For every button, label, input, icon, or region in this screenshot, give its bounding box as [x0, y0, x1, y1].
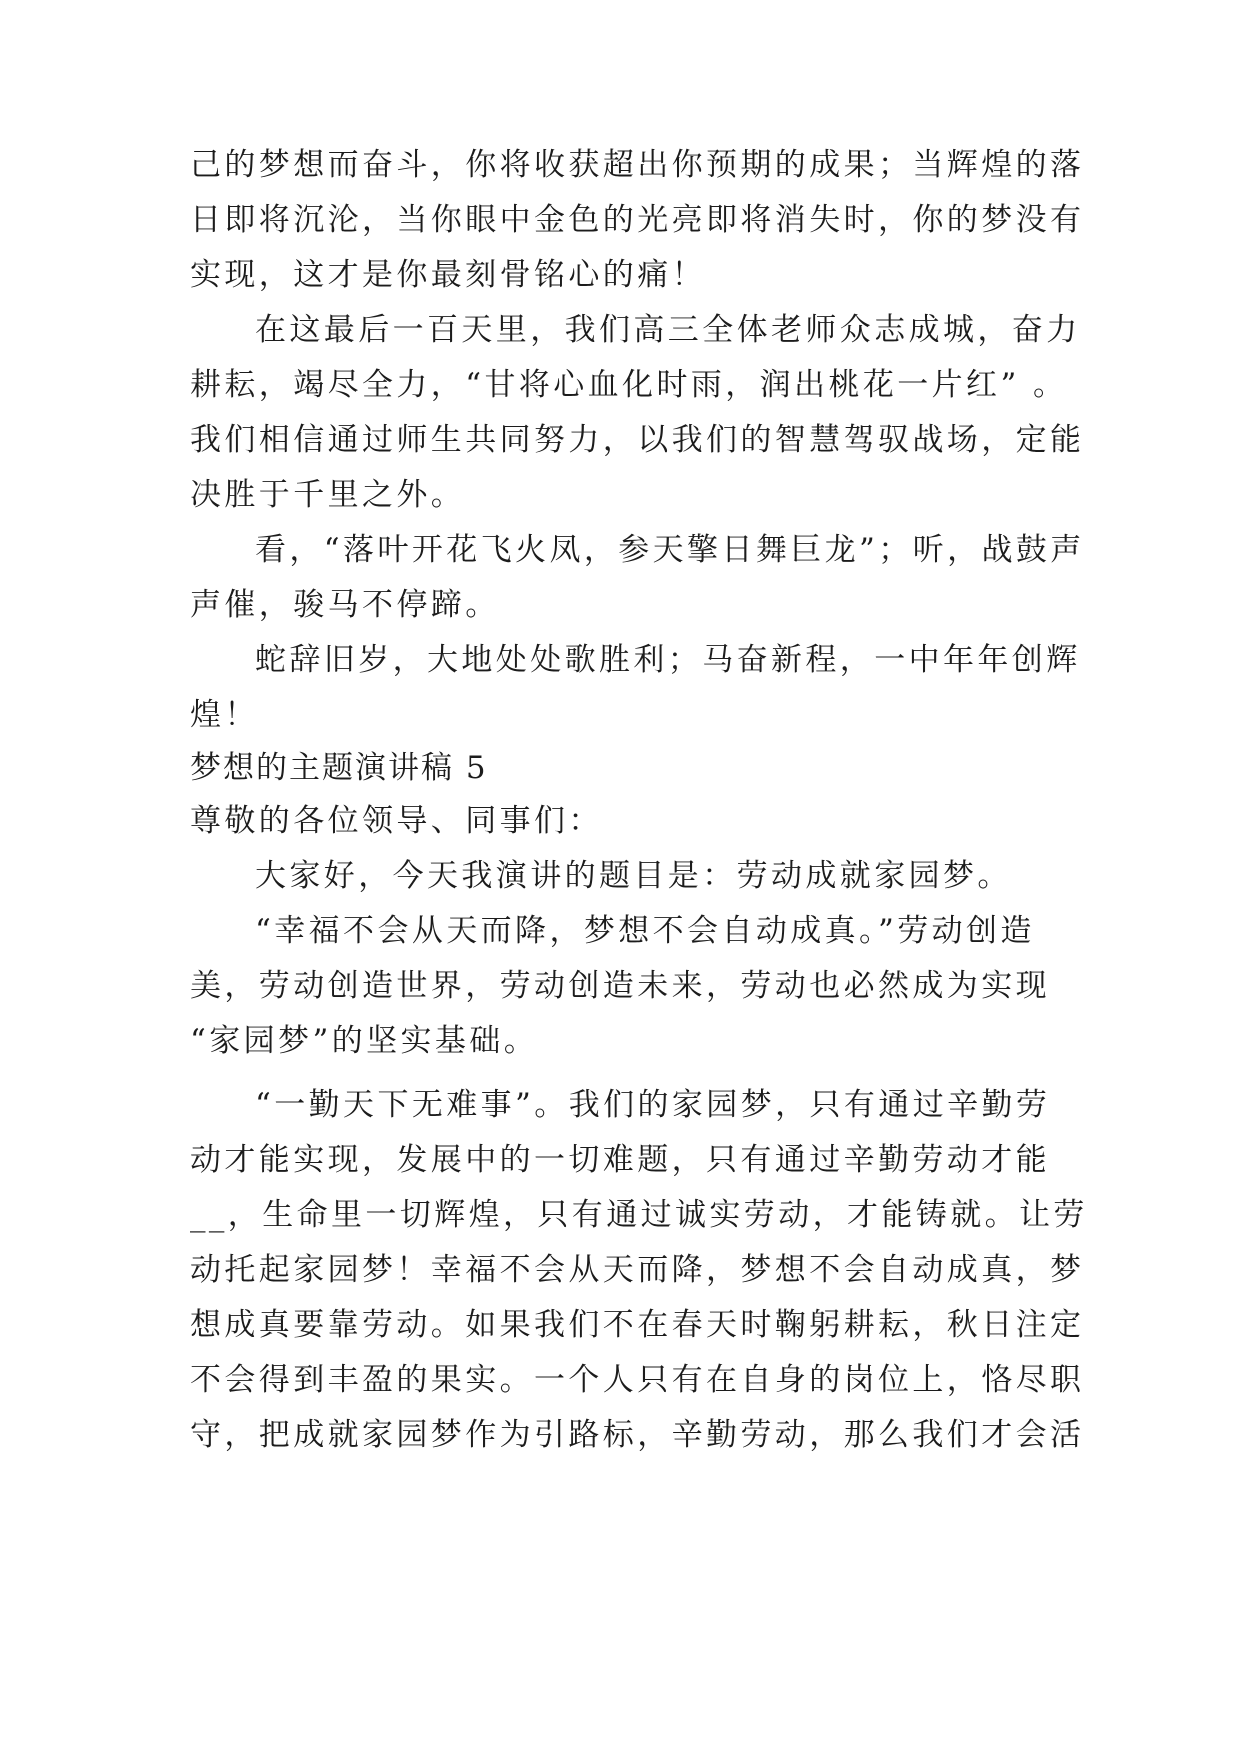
text-line: 我们相信通过师生共同努力，以我们的智慧驾驭战场，定能	[190, 422, 1085, 458]
text-line: 守，把成就家园梦作为引路标，辛勤劳动，那么我们才会活	[190, 1417, 1085, 1453]
text-line: “家园梦”的坚实基础。	[190, 1023, 539, 1059]
text-line: 声催，骏马不停蹄。	[190, 587, 500, 623]
text-line: 决胜于千里之外。	[190, 477, 466, 513]
salutation: 尊敬的各位领导、同事们：	[190, 803, 603, 839]
paragraph-first-line: “一勤天下无难事”。我们的家园梦，只有通过辛勤劳	[255, 1087, 1051, 1123]
section-heading: 梦想的主题演讲稿 5	[190, 750, 488, 786]
text-line: 想成真要靠劳动。如果我们不在春天时鞠躬耕耘，秋日注定	[190, 1307, 1085, 1343]
text-line: 动才能实现，发展中的一切难题，只有通过辛勤劳动才能	[190, 1142, 1050, 1178]
paragraph-first-line: 看，“落叶开花飞火凤，参天擎日舞巨龙”；听，战鼓声	[255, 532, 1085, 568]
text-line: __，生命里一切辉煌，只有通过诚实劳动，才能铸就。让劳	[190, 1197, 1088, 1233]
text-line: 耕耘，竭尽全力，“甘将心血化时雨，润出桃花一片红” 。	[190, 367, 1068, 403]
text-line: 美，劳动创造世界，劳动创造未来，劳动也必然成为实现	[190, 968, 1050, 1004]
paragraph-first-line: “幸福不会从天而降，梦想不会自动成真。”劳动创造	[255, 913, 1035, 949]
paragraph-first-line: 蛇辞旧岁，大地处处歌胜利；马奋新程，一中年年创辉	[255, 642, 1081, 678]
text-line: 日即将沉沦，当你眼中金色的光亮即将消失时，你的梦没有	[190, 202, 1085, 238]
text-line: 实现，这才是你最刻骨铭心的痛！	[190, 257, 706, 293]
text-line: 己的梦想而奋斗，你将收获超出你预期的成果；当辉煌的落	[190, 147, 1085, 183]
text-line: 动托起家园梦！幸福不会从天而降，梦想不会自动成真，梦	[190, 1252, 1085, 1288]
paragraph-first-line: 在这最后一百天里，我们高三全体老师众志成城，奋力	[255, 312, 1081, 348]
text-line: 不会得到丰盈的果实。一个人只有在自身的岗位上，恪尽职	[190, 1362, 1085, 1398]
paragraph-first-line: 大家好，今天我演讲的题目是：劳动成就家园梦。	[255, 858, 1012, 894]
text-line: 煌！	[190, 697, 259, 733]
